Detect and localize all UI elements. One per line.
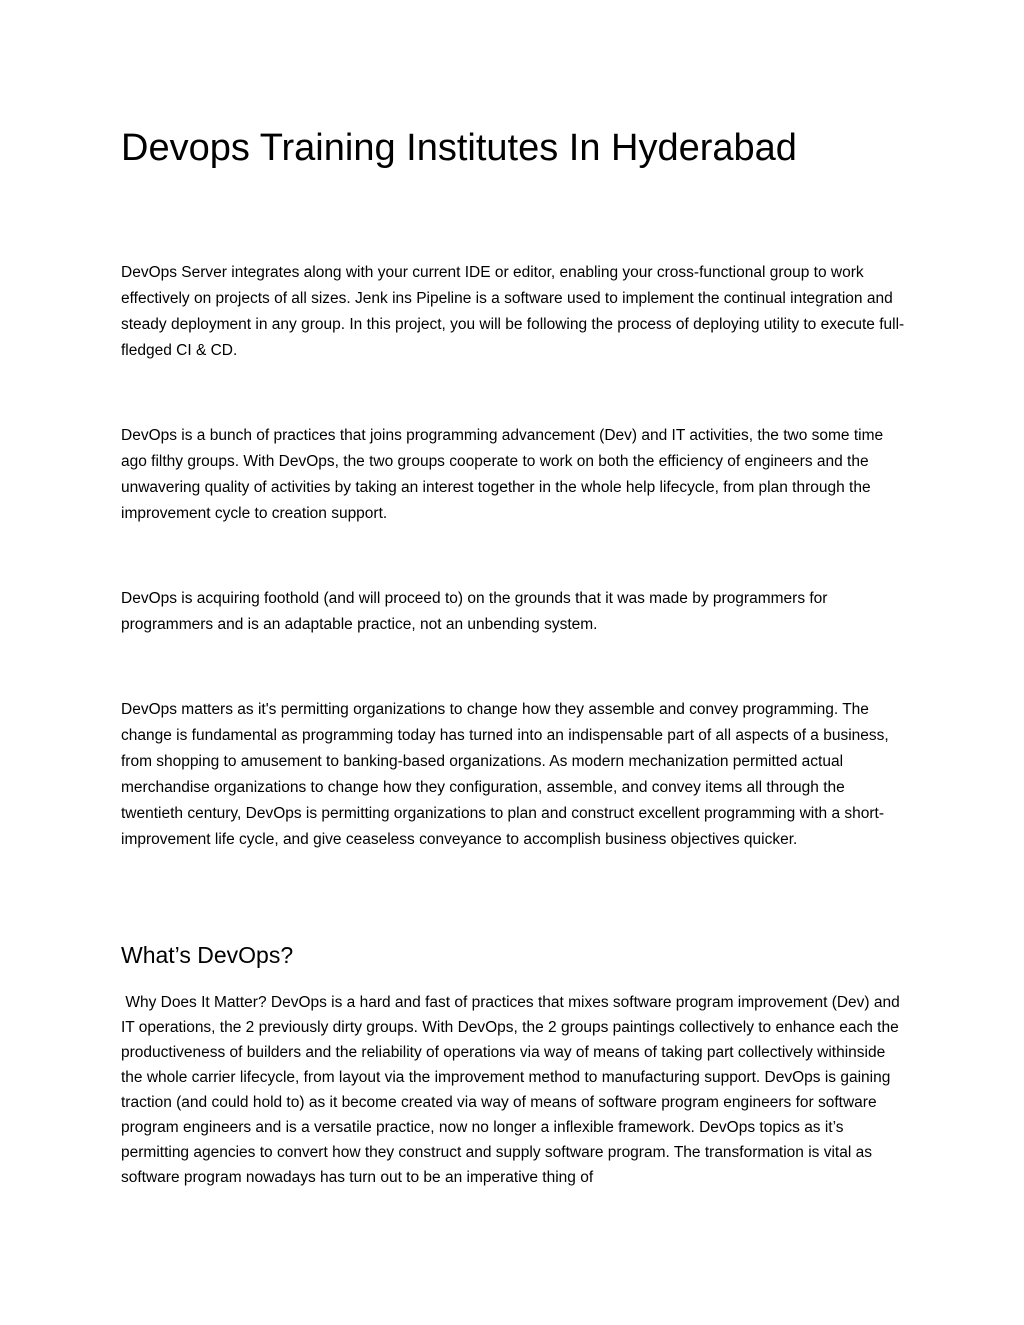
- section-body-whats-devops: Why Does It Matter? DevOps is a hard and fast of practices that mixes software program improvement (Dev) and IT operations, the 2 previously dirty groups. With DevOps, the 2 groups paintings collectively to enhance each the productiveness of builders and the reliability of operations via way of means of taking part collectively withinside the whole carrier lifecycle, from layout via the improvement method to manufacturing support. DevOps is gaining traction (and could hold to) as it become created via way of means of software program engineers for software program engineers and is a versatile practice, now no longer a inflexible framework. DevOps topics as it’s permitting agencies to convert how they construct and supply software program. The transformation is vital as software program nowadays has turn out to be an imperative thing of: [121, 994, 905, 1186]
- section-heading-whats-devops: What’s DevOps?: [121, 942, 294, 968]
- paragraph-devops-practices: DevOps is a bunch of practices that joins programming advancement (Dev) and IT activities, the two some time ago filthy groups. With DevOps, the two groups cooperate to work on both the efficiency of engineers and the unwavering quality of activities by taking an interest together in the whole help lifecycle, from plan through the improvement cycle to creation support.: [121, 427, 884, 522]
- paragraph-devops-matters: DevOps matters as it's permitting organizations to change how they assemble and convey programming. The change is fundamental as programming today has turned into an indispensable part of all aspects of a business, from shopping to amusement to banking-based organizations. As modern mechanization permitted actual merchandise organizations to change how they configuration, assemble, and convey items all through the twentieth century, DevOps is permitting organizations to plan and construct excellent programming with a short-improvement life cycle, and give ceaseless conveyance to accomplish business objectives quicker.: [121, 701, 889, 848]
- paragraph-devops-server: DevOps Server integrates along with your current IDE or editor, enabling your cross-functional group to work effectively on projects of all sizes. Jenk ins Pipeline is a software used to implement the continual integration and steady deployment in any group. In this project, you will be following the process of deploying utility to execute full-fledged CI & CD.: [121, 264, 905, 359]
- paragraph-devops-foothold: DevOps is acquiring foothold (and will proceed to) on the grounds that it was made by programmers for programmers and is an adaptable practice, not an unbending system.: [121, 590, 828, 633]
- document-title: Devops Training Institutes In Hyderabad: [121, 127, 797, 169]
